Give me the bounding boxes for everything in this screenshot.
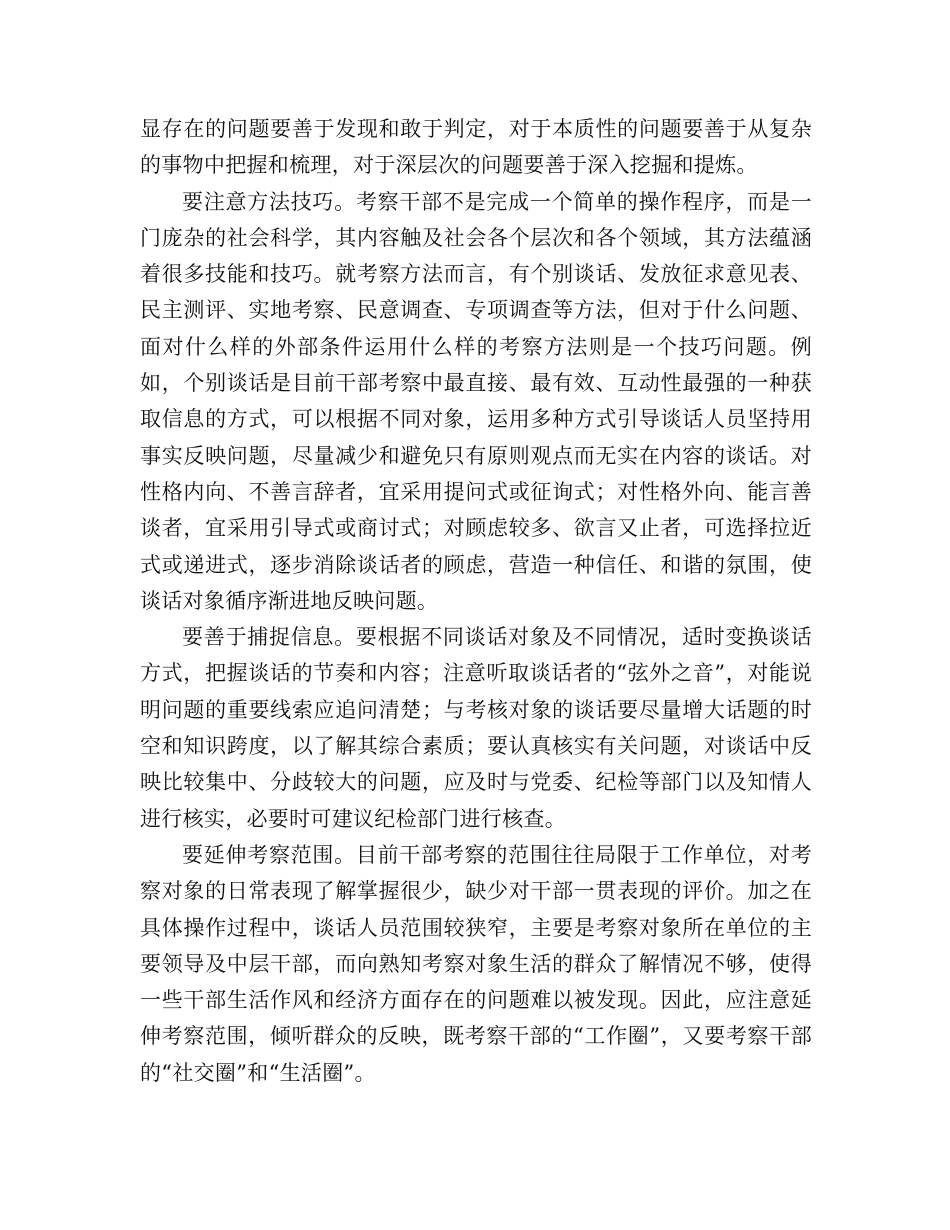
paragraph-capture-information: 要善于捕捉信息。要根据不同谈话对象及不同情况，适时变换谈话方式，把握谈话的节奏和内容；注意听取谈话者的“弦外之音”，对能说明问题的重要线索应追问清楚；与考核对象的谈话要尽量增大话题的时空和知识跨度，以了解其综合素质；要认真核实有关问题，对谈话中反映比较集中、分歧较大的问题，应及时与党委、纪检等部门以及知情人进行核实，必要时可建议纪检部门进行核查。: [140, 625, 812, 831]
paragraph-extend-inspection-scope: 要延伸考察范围。目前干部考察的范围往往局限于工作单位，对考察对象的日常表现了解掌握很少，缺少对干部一贯表现的评价。加之在具体操作过程中，谈话人员范围较狭窄，主要是考察对象所在单位的主要领导及中层干部，而向熟知考察对象生活的群众了解情况不够，使得一些干部生活作风和经济方面存在的问题难以被发现。因此，应注意延伸考察范围，倾听群众的反映，既考察干部的“工作圈”，又要考察干部的“社交圈”和“生活圈”。: [140, 842, 812, 1085]
document-body: [140, 111, 812, 1091]
paragraph-continued-problem-identification: 显存在的问题要善于发现和敢于判定，对于本质性的问题要善于从复杂的事物中把握和梳理，对于深层次的问题要善于深入挖掘和提炼。: [140, 117, 812, 178]
paragraph-methods-and-techniques: 要注意方法技巧。考察干部不是完成一个简单的操作程序，而是一门庞杂的社会科学，其内容触及社会各个层次和各个领域，其方法蕴涵着很多技能和技巧。就考察方法而言，有个别谈话、发放征求意见表、民主测评、实地考察、民意调查、专项调查等方法，但对于什么问题、面对什么样的外部条件运用什么样的考察方法则是一个技巧问题。例如，个别谈话是目前干部考察中最直接、最有效、互动性最强的一种获取信息的方式，可以根据不同对象，运用多种方式引导谈话人员坚持用事实反映问题，尽量减少和避免只有原则观点而无实在内容的谈话。对性格内向、不善言辞者，宜采用提问式或征询式；对性格外向、能言善谈者，宜采用引导式或商讨式；对顾虑较多、欲言又止者，可选择拉近式或递进式，逐步消除谈话者的顾虑，营造一种信任、和谐的氛围，使谈话对象循序渐进地反映问题。: [140, 189, 812, 613]
